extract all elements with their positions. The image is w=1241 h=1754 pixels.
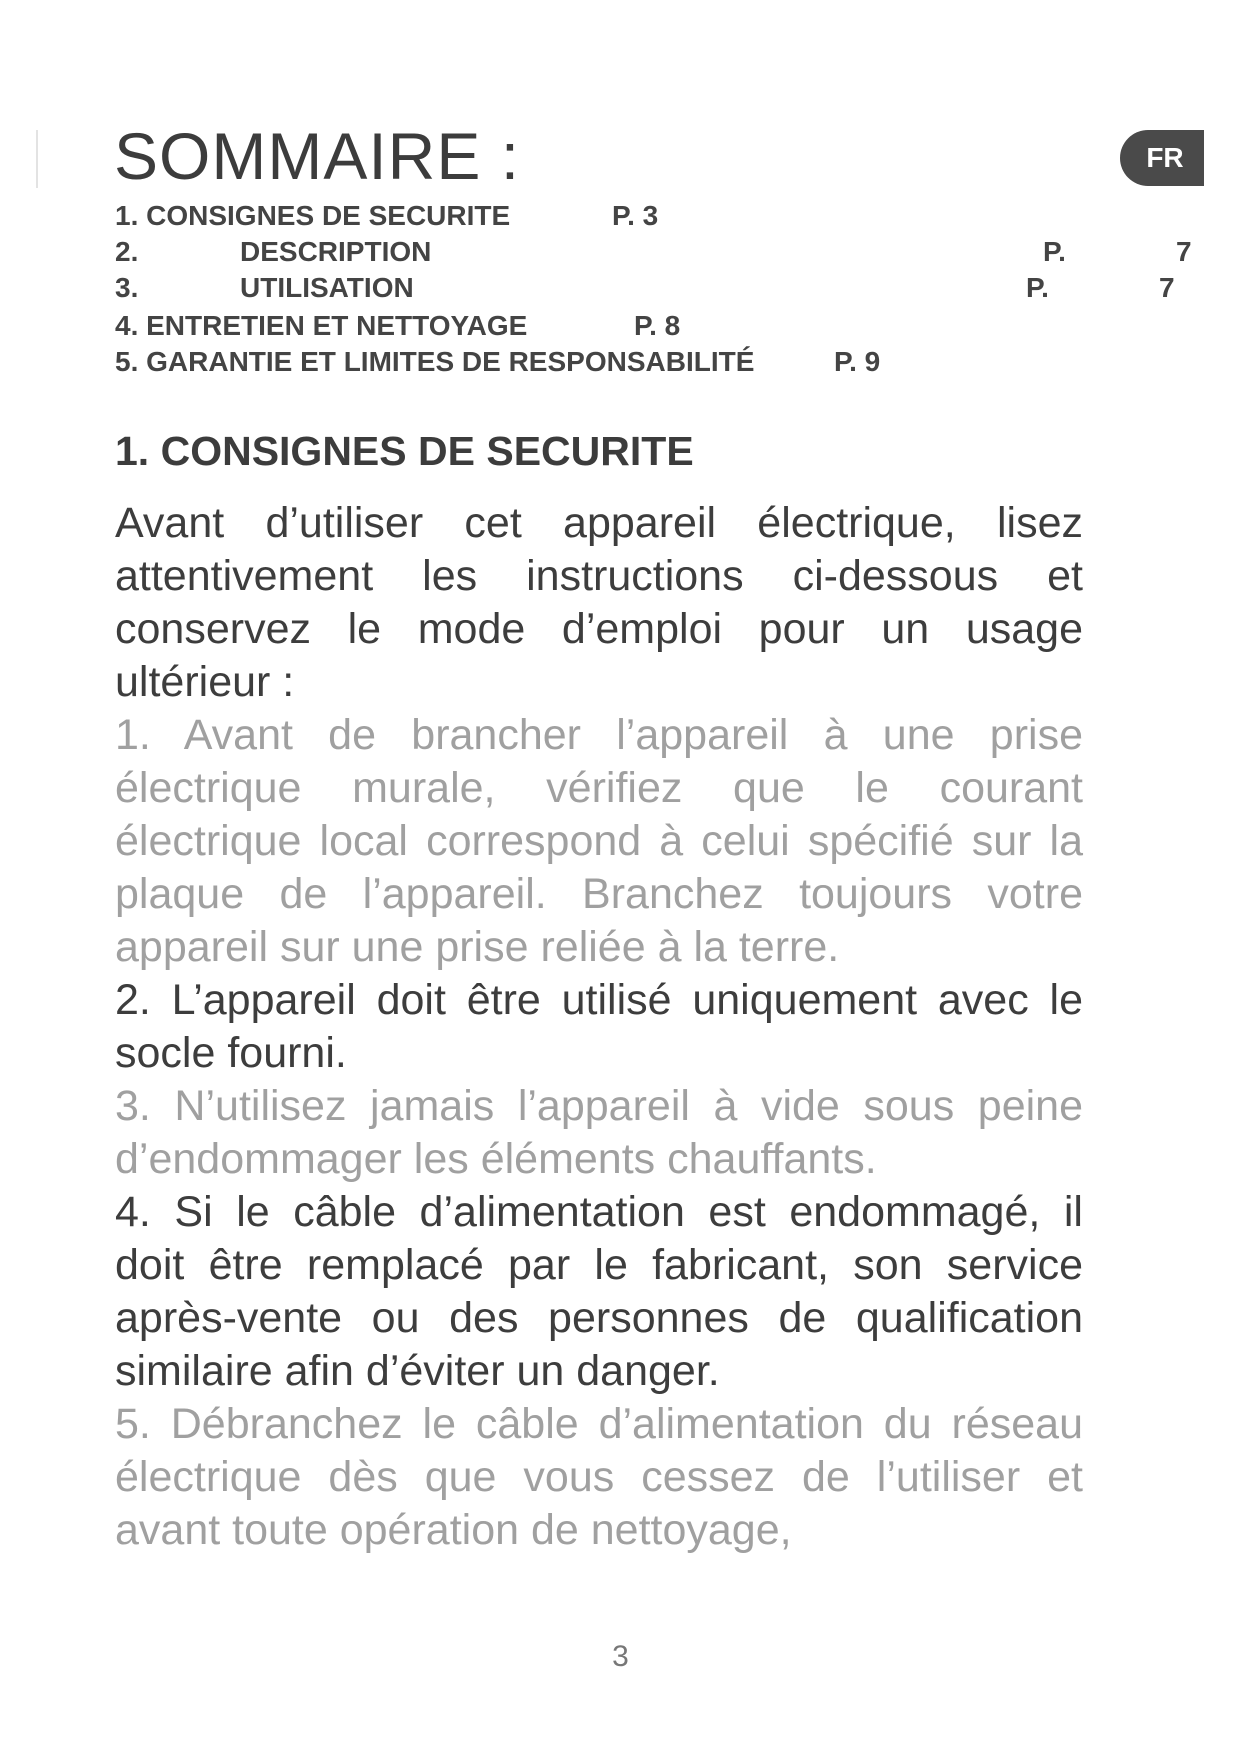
toc-entry-page-number: 7 (1159, 272, 1175, 303)
toc-entry-page: P. 8 (634, 310, 681, 341)
toc-entry-page-number: 7 (1176, 236, 1192, 267)
toc-entry-page: P. 3 (612, 200, 659, 231)
toc-entry-number: 3. (115, 272, 139, 303)
safety-item-3: 3. N’utilisez jamais l’appareil à vide sous peine d’endommager les éléments chauffants. (115, 1082, 1083, 1183)
toc-entry-label: 1. CONSIGNES DE SECURITE (115, 200, 511, 231)
section-body (115, 497, 1083, 1557)
margin-rule (36, 130, 38, 188)
toc-entry-label: DESCRIPTION (240, 236, 432, 267)
section-heading: 1. CONSIGNES DE SECURITE (115, 428, 694, 474)
toc-entry-page-prefix: P. (1043, 236, 1066, 267)
intro-paragraph: Avant d’utiliser cet appareil électrique, lisez attentivement les instructions ci-dessous et conservez le mode d’emploi pour un usage ultérieur : (115, 499, 1083, 706)
toc-entry-number: 2. (115, 236, 139, 267)
safety-item-5: 5. Débranchez le câble d’alimentation du réseau électrique dès que vous cessez de l’utiliser et avant toute opération de nettoyage, (115, 1400, 1083, 1554)
toc-entry-label: 4. ENTRETIEN ET NETTOYAGE (115, 310, 528, 341)
page-title: SOMMAIRE : (114, 119, 521, 193)
toc-entry-page-prefix: P. (1026, 272, 1049, 303)
toc-entry-label: UTILISATION (240, 272, 414, 303)
toc-entry-label: 5. GARANTIE ET LIMITES DE RESPONSABILITÉ (115, 346, 755, 377)
language-badge: FR (1120, 130, 1204, 186)
safety-item-1: 1. Avant de brancher l’appareil à une prise électrique murale, vérifiez que le courant électrique local correspond à celui spécifié sur la plaque de l’appareil. Branchez toujours votre appareil sur une prise reliée à la terre. (115, 711, 1083, 971)
safety-item-2: 2. L’appareil doit être utilisé uniquement avec le socle fourni. (115, 976, 1083, 1077)
toc-entry-page: P. 9 (834, 346, 881, 377)
safety-item-4: 4. Si le câble d’alimentation est endommagé, il doit être remplacé par le fabricant, son service après-vente ou des personnes de qualification similaire afin d’éviter un danger. (115, 1188, 1083, 1395)
page-number: 3 (612, 1640, 629, 1673)
